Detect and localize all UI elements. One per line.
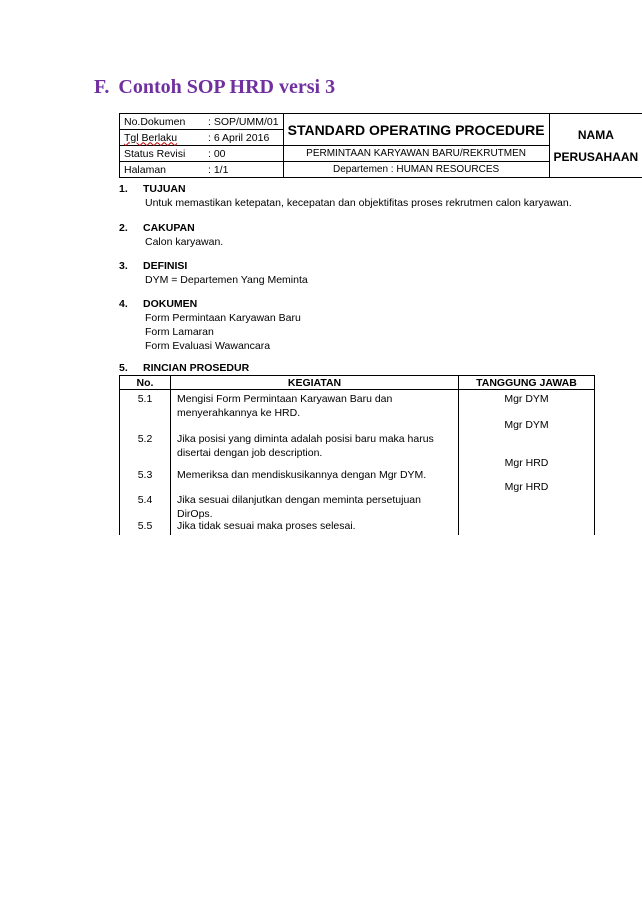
step-activity: Mengisi Form Permintaan Karyawan Baru dan menyerahkannya ke HRD. bbox=[177, 393, 393, 419]
section-tujuan bbox=[119, 182, 572, 210]
responsible: Mgr DYM bbox=[504, 419, 549, 431]
section-text: Untuk memastikan ketepatan, kecepatan dan objektifitas proses rekrutmen calon karyawan. bbox=[145, 197, 572, 209]
section-text: DYM = Departemen Yang Meminta bbox=[145, 274, 308, 286]
column-header: KEGIATAN bbox=[171, 376, 459, 390]
section-heading: 4. DOKUMEN bbox=[119, 298, 198, 310]
section-text: Calon karyawan. bbox=[145, 236, 224, 248]
activity-column bbox=[171, 390, 459, 536]
section-heading: 5. RINCIAN PROSEDUR bbox=[119, 362, 250, 374]
doc-no-cell bbox=[120, 114, 284, 130]
table-row bbox=[120, 390, 595, 536]
step-activity: Jika sesuai dilanjutkan dengan meminta persetujuan DirOps. bbox=[177, 494, 421, 520]
sop-header-table bbox=[119, 113, 642, 178]
sop-subject: PERMINTAAN KARYAWAN BARU/REKRUTMEN bbox=[283, 146, 549, 162]
section-definisi bbox=[119, 259, 308, 287]
sop-title: STANDARD OPERATING PROCEDURE bbox=[283, 114, 549, 146]
page-label: Halaman bbox=[124, 163, 167, 176]
column-header: TANGGUNG JAWAB bbox=[459, 376, 595, 390]
document-item: Form Lamaran bbox=[145, 326, 214, 338]
section-heading: 1. TUJUAN bbox=[119, 183, 186, 195]
step-number-column bbox=[120, 390, 171, 536]
doc-no-value: : SOP/UMM/01 bbox=[208, 115, 279, 128]
step-number: 5.3 bbox=[137, 469, 153, 481]
step-number: 5.2 bbox=[137, 433, 153, 445]
column-header: No. bbox=[120, 376, 171, 390]
revision-value: : 00 bbox=[208, 147, 226, 160]
page-cell bbox=[120, 162, 284, 178]
step-number: 5.5 bbox=[137, 520, 153, 532]
section-cakupan bbox=[119, 221, 223, 249]
section-heading: 3. DEFINISI bbox=[119, 260, 188, 272]
effective-value: : 6 April 2016 bbox=[208, 131, 270, 144]
title-number: F. bbox=[94, 76, 110, 98]
step-number: 5.4 bbox=[137, 494, 153, 506]
doc-no-label: No.Dokumen bbox=[124, 115, 186, 128]
document-item: Form Evaluasi Wawancara bbox=[145, 340, 271, 352]
effective-label: Tgl Berlaku bbox=[124, 131, 178, 144]
department: Departemen : HUMAN RESOURCES bbox=[283, 162, 549, 178]
step-activity: Jika posisi yang diminta adalah posisi baru maka harus disertai dengan job description. bbox=[177, 433, 434, 459]
page-value: : 1/1 bbox=[208, 163, 229, 176]
responsible-column bbox=[459, 390, 595, 536]
step-activity: Memeriksa dan mendiskusikannya dengan Mgr DYM. bbox=[177, 469, 427, 481]
title-text: Contoh SOP HRD versi 3 bbox=[118, 76, 336, 98]
section-heading: 2. CAKUPAN bbox=[119, 222, 195, 234]
effective-date-cell bbox=[120, 130, 284, 146]
revision-label: Status Revisi bbox=[124, 147, 186, 160]
company-name bbox=[549, 114, 642, 178]
section-rincian bbox=[119, 361, 249, 375]
step-number: 5.1 bbox=[137, 393, 153, 405]
document-item: Form Permintaan Karyawan Baru bbox=[145, 312, 301, 324]
revision-cell bbox=[120, 146, 284, 162]
responsible: Mgr DYM bbox=[504, 393, 549, 405]
section-dokumen bbox=[119, 297, 301, 353]
responsible: Mgr HRD bbox=[504, 457, 549, 469]
company-name-line1: NAMA bbox=[577, 127, 614, 142]
responsible: Mgr HRD bbox=[504, 481, 549, 493]
table-header-row bbox=[120, 376, 595, 390]
step-activity: Jika tidak sesuai maka proses selesai. bbox=[177, 520, 356, 532]
company-name-line2: PERUSAHAAN bbox=[553, 149, 639, 164]
procedure-table bbox=[119, 375, 595, 535]
